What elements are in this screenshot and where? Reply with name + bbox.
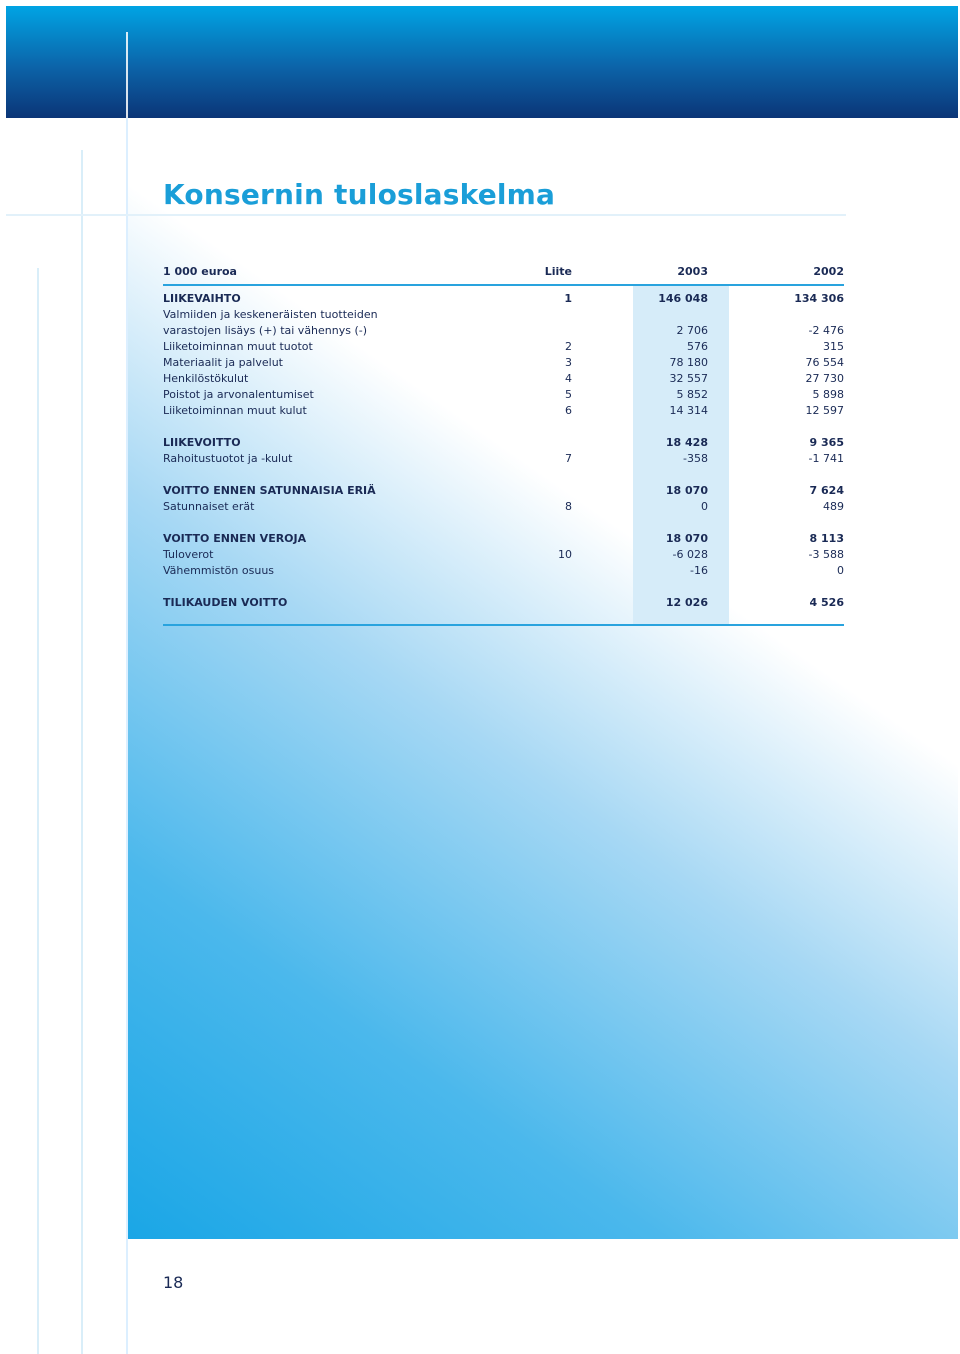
row-label: VOITTO ENNEN SATUNNAISIA ERIÄ: [163, 484, 376, 497]
row-value-2002: -2 476: [808, 324, 844, 337]
banner-divider: [126, 32, 128, 118]
row-label: Materiaalit ja palvelut: [163, 356, 283, 369]
row-label: Tuloverot: [163, 548, 214, 561]
row-value-2002: 27 730: [805, 372, 844, 385]
row-label: Valmiiden ja keskeneräisten tuotteiden: [163, 308, 378, 321]
decorative-line: [37, 268, 39, 1354]
background-gradient-panel: [127, 118, 958, 1239]
row-note: 5: [565, 388, 572, 401]
title-underline: [6, 214, 846, 216]
row-value-2002: 76 554: [805, 356, 844, 369]
row-label: Satunnaiset erät: [163, 500, 255, 513]
table-row: [163, 403, 844, 419]
table-row: [163, 291, 844, 307]
row-value-2002: 5 898: [812, 388, 844, 401]
row-value-2003: 12 026: [665, 596, 708, 609]
row-value-2003: -16: [690, 564, 708, 577]
row-value-2002: 0: [837, 564, 844, 577]
row-value-2003: 18 070: [665, 484, 708, 497]
row-label: Liiketoiminnan muut kulut: [163, 404, 307, 417]
decorative-line: [81, 150, 83, 1354]
table-row: [163, 531, 844, 547]
table-row: [163, 499, 844, 515]
table-row: [163, 595, 844, 611]
unit-header: 1 000 euroa: [163, 265, 237, 278]
row-label: LIIKEVOITTO: [163, 436, 241, 449]
header-rule: [163, 284, 844, 286]
row-value-2003: 2 706: [676, 324, 708, 337]
row-label: Henkilöstökulut: [163, 372, 249, 385]
row-label: Vähemmistön osuus: [163, 564, 275, 577]
table-header: [163, 264, 844, 280]
row-note: 8: [565, 500, 572, 513]
decorative-line: [126, 118, 128, 1354]
row-value-2003: 32 557: [669, 372, 708, 385]
table-row: [163, 387, 844, 403]
row-value-2003: 146 048: [658, 292, 708, 305]
row-value-2002: 315: [823, 340, 844, 353]
row-label: Poistot ja arvonalentumiset: [163, 388, 314, 401]
row-value-2003: 78 180: [669, 356, 708, 369]
page-title: Konsernin tuloslaskelma: [163, 178, 556, 211]
row-note: 4: [565, 372, 572, 385]
table-row: [163, 547, 844, 563]
year-2003-header: 2003: [677, 265, 708, 278]
row-value-2002: 134 306: [794, 292, 844, 305]
table-row: [163, 451, 844, 467]
row-label: LIIKEVAIHTO: [163, 292, 241, 305]
row-value-2003: -358: [683, 452, 708, 465]
table-row: [163, 435, 844, 451]
row-value-2003: 14 314: [669, 404, 708, 417]
row-note: 2: [565, 340, 572, 353]
row-value-2003: 5 852: [676, 388, 708, 401]
row-value-2003: 18 070: [665, 532, 708, 545]
table-row: [163, 483, 844, 499]
row-value-2002: 9 365: [809, 436, 844, 449]
table-row: [163, 371, 844, 387]
table-row: [163, 323, 844, 339]
note-header: Liite: [544, 265, 572, 278]
row-value-2002: 8 113: [809, 532, 844, 545]
table-row: [163, 563, 844, 579]
row-note: 1: [564, 292, 572, 305]
row-label: Liiketoiminnan muut tuotot: [163, 340, 313, 353]
row-label: Rahoitustuotot ja -kulut: [163, 452, 293, 465]
row-value-2002: -3 588: [808, 548, 844, 561]
row-note: 7: [565, 452, 572, 465]
row-value-2002: -1 741: [808, 452, 844, 465]
row-value-2002: 7 624: [809, 484, 844, 497]
row-label: TILIKAUDEN VOITTO: [163, 596, 288, 609]
row-note: 10: [558, 548, 572, 561]
row-value-2003: 576: [687, 340, 708, 353]
row-note: 3: [565, 356, 572, 369]
row-label: varastojen lisäys (+) tai vähennys (-): [163, 324, 368, 337]
row-value-2003: 18 428: [665, 436, 708, 449]
table-bottom-rule: [163, 624, 844, 626]
table-row: [163, 339, 844, 355]
header-banner: [6, 6, 958, 118]
page-number: 18: [163, 1273, 184, 1292]
table-row: [163, 307, 844, 323]
row-value-2002: 12 597: [805, 404, 844, 417]
table-row: [163, 355, 844, 371]
row-value-2003: -6 028: [672, 548, 708, 561]
row-value-2002: 489: [823, 500, 844, 513]
row-value-2003: 0: [701, 500, 708, 513]
row-label: VOITTO ENNEN VEROJA: [163, 532, 307, 545]
year-2002-header: 2002: [813, 265, 844, 278]
row-note: 6: [565, 404, 572, 417]
row-value-2002: 4 526: [809, 596, 844, 609]
